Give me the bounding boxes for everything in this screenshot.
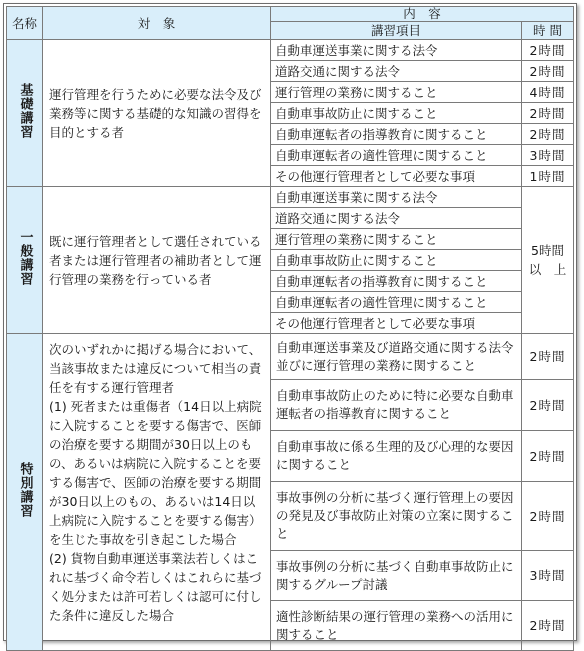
general-item: 自動車運送事業に関する法令 [271, 187, 522, 208]
special-target [43, 334, 271, 651]
special-item: 自動車運送事業及び道路交通に関する法令並びに運行管理の業務に関すること [271, 334, 522, 380]
special-category-cell [7, 334, 43, 651]
general-item: 運行管理の業務に関すること [271, 229, 522, 250]
general-item: 自動車運転者の指導教育に関すること [271, 271, 522, 292]
header-items: 講習項目 [271, 22, 522, 40]
special-item: 自動車事故防止のために特に必要な自動車運転者の指導教育に関すること [271, 380, 522, 431]
header-target: 対 象 [43, 7, 271, 40]
basic-item: 運行管理の業務に関すること [271, 82, 522, 103]
basic-item: その他運行管理者として必要な事項 [271, 166, 522, 187]
special-item: 適性診断結果の運行管理の業務への活用に関すること [271, 601, 522, 651]
header-name: 名称 [7, 7, 43, 40]
general-time-suffix: 以 上 [528, 262, 567, 277]
special-time: 2時間 [522, 431, 574, 482]
basic-item: 自動車運転者の適性管理に関すること [271, 145, 522, 166]
basic-item: 自動車運送事業に関する法令 [271, 40, 522, 61]
header-content: 内 容 [271, 7, 574, 22]
basic-time: 2時間 [522, 103, 574, 124]
basic-time: 1時間 [522, 166, 574, 187]
special-item: 事故事例の分析に基づく自動車事故防止に関するグループ討議 [271, 551, 522, 601]
basic-time: 4時間 [522, 82, 574, 103]
special-target-case-2: (2) 貨物自動車運送事業法若しくはこれに基づく命令若しくはこれらに基づく処分または許可若しくは認可に付した条件に違反した場合 [49, 551, 262, 623]
general-row [7, 187, 574, 208]
basic-time: 3時間 [522, 145, 574, 166]
special-time: 2時間 [522, 601, 574, 651]
special-target-intro: 次のいずれかに掲げる場合において、当該事故または違反について相当の責任を有する運行管理者 [49, 342, 262, 395]
special-time: 2時間 [522, 482, 574, 551]
basic-category-cell [7, 40, 43, 187]
general-category-label: 一般講習 [17, 229, 33, 286]
basic-category-label: 基礎講習 [17, 82, 33, 139]
header-time: 時 間 [522, 22, 574, 40]
general-item: その他運行管理者として必要な事項 [271, 313, 522, 334]
general-category-cell [7, 187, 43, 334]
header-row-1 [7, 7, 574, 22]
general-item: 自動車運転者の適性管理に関すること [271, 292, 522, 313]
basic-item: 自動車事故防止に関すること [271, 103, 522, 124]
basic-time: 2時間 [522, 61, 574, 82]
special-row [7, 334, 574, 380]
basic-item: 自動車運転者の指導教育に関すること [271, 124, 522, 145]
basic-item: 道路交通に関する法令 [271, 61, 522, 82]
special-item: 自動車事故に係る生理的及び心理的な要因に関すること [271, 431, 522, 482]
general-time-hours: 5時間 [531, 243, 564, 258]
special-time: 2時間 [522, 380, 574, 431]
basic-row [7, 40, 574, 61]
special-category-label: 特別講習 [17, 461, 33, 518]
special-time: 2時間 [522, 334, 574, 380]
general-time [522, 187, 574, 334]
basic-time: 2時間 [522, 40, 574, 61]
special-item: 事故事例の分析に基づく運行管理上の要因の発見及び事故防止対策の立案に関すること [271, 482, 522, 551]
basic-target: 運行管理を行うために必要な法令及び業務等に関する基礎的な知識の習得を目的とする者 [43, 40, 271, 187]
general-target: 既に運行管理者として選任されている者または運行管理者の補助者として運行管理の業務を行っている者 [43, 187, 271, 334]
special-time: 3時間 [522, 551, 574, 601]
general-item: 自動車事故防止に関すること [271, 250, 522, 271]
training-table [6, 6, 574, 651]
general-item: 道路交通に関する法令 [271, 208, 522, 229]
special-target-case-1: (1) 死者または重傷者（14日以上病院に入院することを要する傷害で、医師の治療を要する期間が30日以上のもの、あるいは病院に入院することを要する傷害で、医師の治療を要する期間が30日以上のもの、あるいは14日以上病院に入院することを要する傷害）を生じた事故を引き起こした場合 [49, 399, 262, 547]
basic-time: 2時間 [522, 124, 574, 145]
